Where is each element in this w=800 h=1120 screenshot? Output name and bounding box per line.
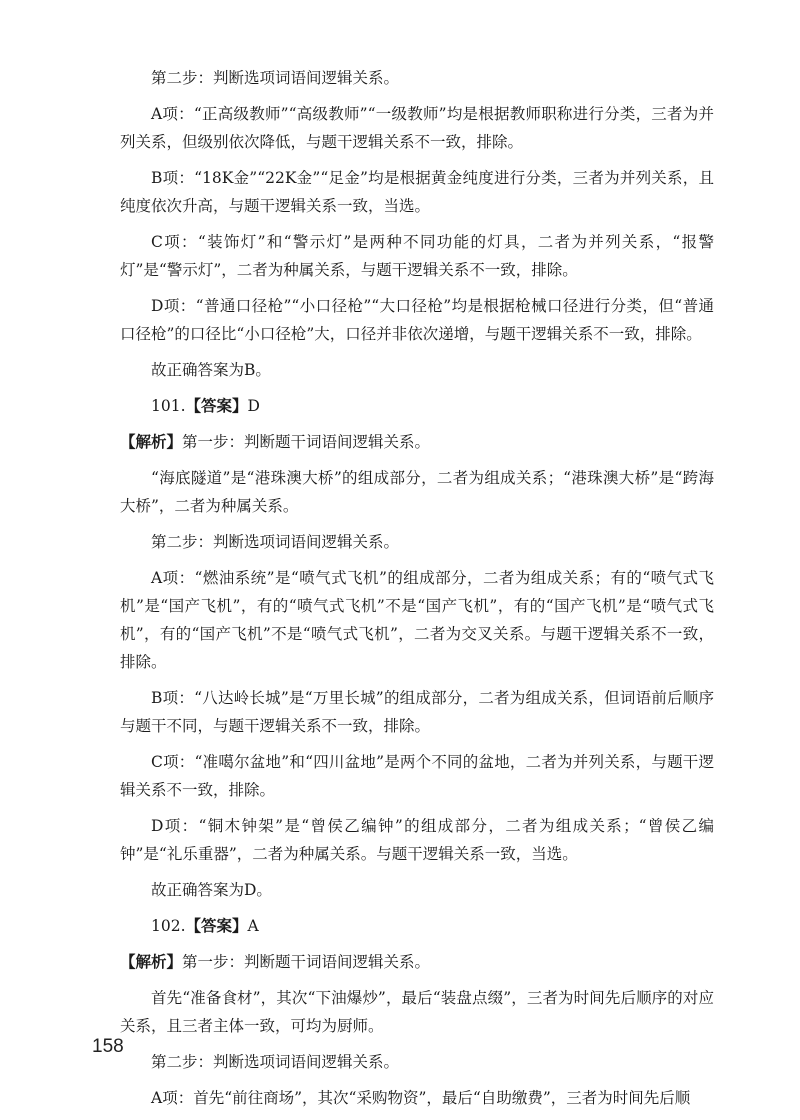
paragraph: D项：“铜木钟架”是“曾侯乙编钟”的组成部分，二者为组成关系；“曾侯乙编钟”是“礼乐重器”，二者为种属关系。与题干逻辑关系一致，当选。 <box>120 817 714 863</box>
analysis-line <box>120 948 714 976</box>
paragraph: C项：“准噶尔盆地”和“四川盆地”是两个不同的盆地，二者为并列关系，与题干逻辑关系不一致，排除。 <box>120 753 714 799</box>
analysis-text: 第一步：判断题干词语间逻辑关系。 <box>182 953 431 971</box>
paragraph: “海底隧道”是“港珠澳大桥”的组成部分，二者为组成关系；“港珠澳大桥”是“跨海大桥”，二者为种属关系。 <box>120 469 714 515</box>
analysis-tag: 【解析】 <box>120 432 183 451</box>
answer-value: A <box>247 917 259 935</box>
paragraph: C项：“装饰灯”和“警示灯”是两种不同功能的灯具，二者为并列关系，“报警灯”是“警示灯”，二者为种属关系，与题干逻辑关系不一致，排除。 <box>120 233 714 279</box>
paragraph: 首先“准备食材”，其次“下油爆炒”，最后“装盘点缀”，三者为时间先后顺序的对应关系，且三者主体一致，可均为厨师。 <box>120 989 714 1035</box>
answer-line-102 <box>120 912 714 940</box>
paragraph: A项：“正高级教师”“高级教师”“一级教师”均是根据教师职称进行分类，三者为并列关系，但级别依次降低，与题干逻辑关系不一致，排除。 <box>120 105 714 151</box>
analysis-line <box>120 428 714 456</box>
question-number: 101. <box>151 397 186 415</box>
paragraph: 第二步：判断选项词语间逻辑关系。 <box>151 533 400 551</box>
paragraph: 故正确答案为D。 <box>151 881 272 899</box>
page-number: 158 <box>92 1036 124 1057</box>
paragraph: 第二步：判断选项词语间逻辑关系。 <box>151 69 400 87</box>
analysis-text: 第一步：判断题干词语间逻辑关系。 <box>182 433 431 451</box>
paragraph: B项：“八达岭长城”是“万里长城”的组成部分，二者为组成关系，但词语前后顺序与题干不同，与题干逻辑关系不一致，排除。 <box>120 689 714 735</box>
answer-tag: 【答案】 <box>185 916 248 935</box>
paragraph: A项：“燃油系统”是“喷气式飞机”的组成部分，二者为组成关系；有的“喷气式飞机”是“国产飞机”，有的“喷气式飞机”不是“国产飞机”，有的“国产飞机”是“喷气式飞机”，有的“国产飞机”不是“喷气式飞机”，二者为交叉关系。与题干逻辑关系不一致，排除。 <box>120 569 714 671</box>
answer-value: D <box>247 397 260 415</box>
answer-line-101 <box>120 392 714 420</box>
paragraph: B项：“18K金”“22K金”“足金”均是根据黄金纯度进行分类，三者为并列关系，且纯度依次升高，与题干逻辑关系一致，当选。 <box>120 169 714 215</box>
paragraph: A项：首先“前往商场”，其次“采购物资”，最后“自助缴费”，三者为时间先后顺 <box>151 1089 691 1107</box>
paragraph: 第二步：判断选项词语间逻辑关系。 <box>151 1053 400 1071</box>
paragraph: 故正确答案为B。 <box>151 361 271 379</box>
answer-tag: 【答案】 <box>185 396 248 415</box>
analysis-tag: 【解析】 <box>120 952 183 971</box>
paragraph: D项：“普通口径枪”“小口径枪”“大口径枪”均是根据枪械口径进行分类，但“普通口径枪”的口径比“小口径枪”大，口径并非依次递增，与题干逻辑关系不一致，排除。 <box>120 297 714 343</box>
page-body <box>120 64 714 1120</box>
question-number: 102. <box>151 917 186 935</box>
